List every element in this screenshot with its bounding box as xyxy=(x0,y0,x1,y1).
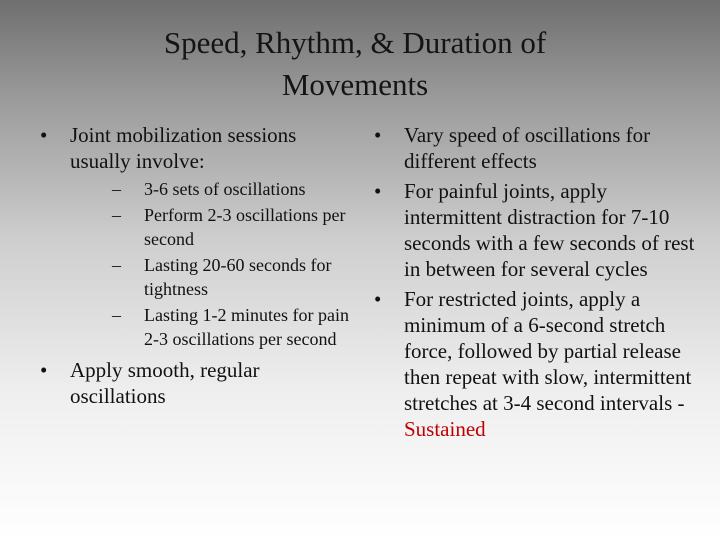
dash-icon: – xyxy=(112,305,121,325)
left-subitem-3 xyxy=(70,253,358,301)
left-subitem-1 xyxy=(70,177,358,201)
sustained-highlight: Sustained xyxy=(404,417,486,441)
right-bullet-list xyxy=(362,122,702,442)
dash-icon: – xyxy=(112,255,121,275)
bullet-icon: • xyxy=(374,179,382,203)
bullet-icon: • xyxy=(40,123,48,147)
left-subitem-2 xyxy=(70,203,358,251)
left-subitem-4 xyxy=(70,303,358,351)
slide-title-line1: Speed, Rhythm, & Duration of xyxy=(163,25,547,60)
right-bullet-1 xyxy=(362,122,702,174)
left-subitem-2-text: Perform 2-3 oscillations per second xyxy=(144,205,346,249)
bullet-icon: • xyxy=(374,123,382,147)
right-bullet-3 xyxy=(362,286,702,442)
left-bullet-2-text: Apply smooth, regular oscillations xyxy=(70,358,260,408)
right-bullet-3-text: For restricted joints, apply a minimum of a 6-second stretch force, followed by partial release then repeat with slow, intermittent stretches at 3-4 second intervals - xyxy=(404,287,692,415)
right-bullet-2-text: For painful joints, apply intermittent distraction for 7-10 seconds with a few seconds of rest in between for several cycles xyxy=(404,179,695,281)
slide-title xyxy=(60,22,650,106)
left-sub-list xyxy=(70,177,358,351)
right-column xyxy=(362,122,702,446)
left-subitem-3-text: Lasting 20-60 seconds for tightness xyxy=(144,255,332,299)
right-bullet-1-text: Vary speed of oscillations for different effects xyxy=(404,123,651,173)
left-subitem-1-text: 3-6 sets of oscillations xyxy=(144,179,306,199)
dash-icon: – xyxy=(112,205,121,225)
left-bullet-2 xyxy=(28,357,358,409)
slide-title-line2: Movements xyxy=(281,67,429,102)
left-bullet-1 xyxy=(28,122,358,351)
left-subitem-4-text: Lasting 1-2 minutes for pain 2-3 oscillations per second xyxy=(144,305,349,349)
bullet-icon: • xyxy=(40,358,48,382)
dash-icon: – xyxy=(112,179,121,199)
right-bullet-2 xyxy=(362,178,702,282)
left-column xyxy=(28,122,358,413)
left-bullet-list xyxy=(28,122,358,409)
left-bullet-1-text: Joint mobilization sessions usually involve: xyxy=(70,123,297,173)
bullet-icon: • xyxy=(374,287,382,311)
